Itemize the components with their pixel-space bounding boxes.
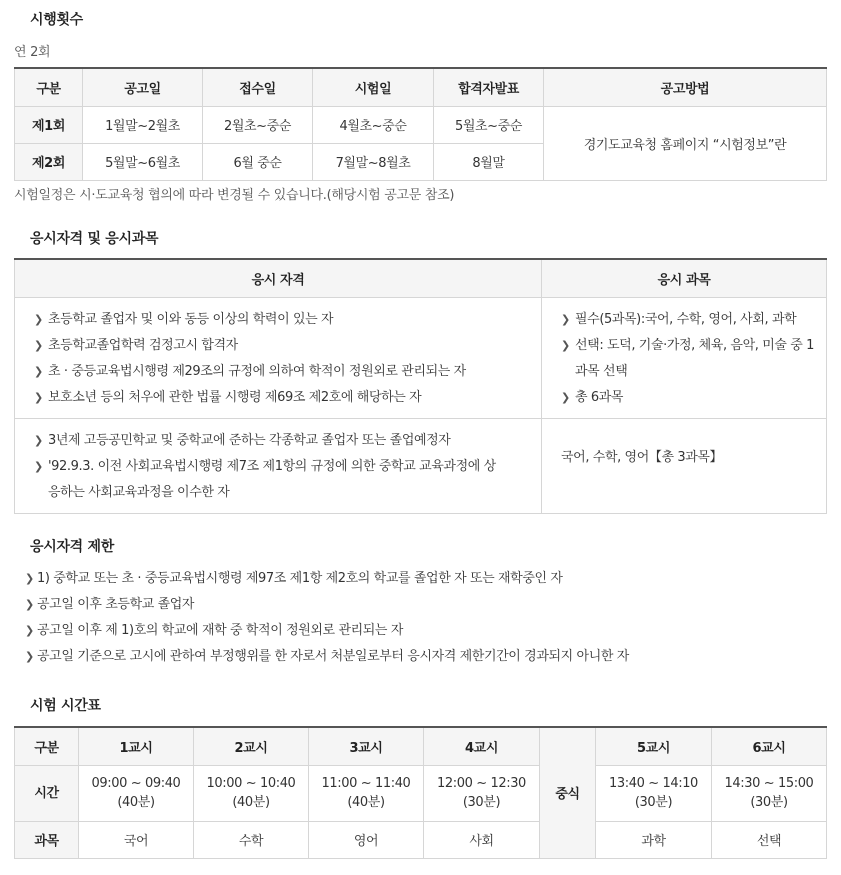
chevron-right-icon: ❯ — [561, 390, 570, 404]
table-row — [15, 297, 827, 418]
chevron-right-icon: ❯ — [25, 650, 34, 663]
result-date: 5월초~중순 — [434, 106, 544, 143]
timetable-header-cell: 3교시 — [309, 727, 424, 765]
time-label: 시간 — [15, 765, 79, 821]
list-item: ❯ 초등학교 졸업자 및 이와 동등 이상의 학력이 있는 자 — [34, 307, 541, 333]
round-label: 제2회 — [15, 143, 83, 180]
schedule-header-cell: 공고방법 — [544, 68, 827, 106]
list-item: ❯ 공고일 기준으로 고시에 관하여 부정행위를 한 자로서 처분일로부터 응시자격 제한기간이 경과되지 아니한 자 — [25, 644, 629, 670]
notice-date: 1월말~2월초 — [83, 106, 203, 143]
lunch-cell: 중식 — [540, 727, 596, 858]
chevron-right-icon: ❯ — [34, 312, 43, 326]
list-item: ❯ 보호소년 등의 처우에 관한 법률 시행령 제69조 제2호에 해당하는 자 — [34, 385, 541, 411]
section-title-timetable: 시험 시간표 — [30, 698, 101, 714]
schedule-note: 시험일정은 시·도교육청 협의에 따라 변경될 수 있습니다.(해당시험 공고문 참조) — [14, 188, 455, 203]
list-item: ❯ 1) 중학교 또는 초 · 중등교육법시행령 제97조 제1항 제2호의 학교를 졸업한 자 또는 재학중인 자 — [25, 566, 629, 592]
chevron-right-icon: ❯ — [34, 390, 43, 404]
timetable-header-cell: 5교시 — [596, 727, 712, 765]
timetable-header-cell: 6교시 — [712, 727, 827, 765]
chevron-right-icon: ❯ — [34, 364, 43, 378]
exam-date: 7월말~8월초 — [313, 143, 434, 180]
restriction-list — [25, 566, 629, 670]
list-item: ❯ 공고일 이후 초등학교 졸업자 — [25, 592, 629, 618]
timetable-header-cell: 구분 — [15, 727, 79, 765]
chevron-right-icon: ❯ — [25, 598, 34, 611]
period-time: 10:00 ~ 10:40 (40분) — [194, 765, 309, 821]
frequency-text: 연 2회 — [14, 45, 51, 60]
chevron-right-icon: ❯ — [25, 572, 34, 585]
period-subject: 영어 — [309, 821, 424, 858]
qualification-cell — [15, 297, 542, 418]
qualification-header-cell: 응시 과목 — [542, 259, 827, 297]
apply-date: 2월초~중순 — [203, 106, 313, 143]
list-item: ❯ 3년제 고등공민학교 및 중학교에 준하는 각종학교 졸업자 또는 졸업예정자 — [34, 428, 504, 454]
qualification-header-cell: 응시 자격 — [15, 259, 542, 297]
timetable-header-cell: 1교시 — [79, 727, 194, 765]
section-title-schedule: 시행횟수 — [30, 12, 83, 28]
schedule-header-cell: 시험일 — [313, 68, 434, 106]
table-row — [15, 765, 827, 821]
period-subject: 국어 — [79, 821, 194, 858]
subject-text: 국어, 수학, 영어【총 3과목】 — [561, 449, 723, 465]
list-item: ❯ 선택: 도덕, 기술·가정, 체육, 음악, 미술 중 1과목 선택 — [561, 333, 815, 385]
period-time: 09:00 ~ 09:40 (40분) — [79, 765, 194, 821]
qualification-header-row — [15, 259, 827, 297]
period-time: 14:30 ~ 15:00 (30분) — [712, 765, 827, 821]
period-time: 13:40 ~ 14:10 (30분) — [596, 765, 712, 821]
period-subject: 사회 — [424, 821, 540, 858]
chevron-right-icon: ❯ — [25, 624, 34, 637]
apply-date: 6월 중순 — [203, 143, 313, 180]
result-date: 8월말 — [434, 143, 544, 180]
list-item: ❯ '92.9.3. 이전 사회교육법시행령 제7조 제1항의 규정에 의한 중학교 교육과정에 상응하는 사회교육과정을 이수한 자 — [34, 454, 504, 506]
notice-method: 경기도교육청 홈페이지 “시험정보”란 — [544, 106, 827, 180]
section-title-qualification: 응시자격 및 응시과목 — [30, 231, 159, 247]
round-label: 제1회 — [15, 106, 83, 143]
chevron-right-icon: ❯ — [561, 338, 570, 352]
list-item: ❯ 초 · 중등교육법시행령 제29조의 규정에 의하여 학적이 정원외로 관리되는 자 — [34, 359, 541, 385]
chevron-right-icon: ❯ — [34, 459, 43, 473]
list-item: ❯ 공고일 이후 제 1)호의 학교에 재학 중 학적이 정원외로 관리되는 자 — [25, 618, 629, 644]
schedule-header-row — [15, 68, 827, 106]
schedule-header-cell: 공고일 — [83, 68, 203, 106]
period-subject: 선택 — [712, 821, 827, 858]
list-item: ❯ 필수(5과목):국어, 수학, 영어, 사회, 과학 — [561, 307, 815, 333]
timetable-header-cell: 4교시 — [424, 727, 540, 765]
chevron-right-icon: ❯ — [34, 433, 43, 447]
schedule-header-cell: 접수일 — [203, 68, 313, 106]
section-title-restriction: 응시자격 제한 — [30, 539, 114, 555]
qualification-table — [14, 258, 827, 514]
schedule-header-cell: 합격자발표 — [434, 68, 544, 106]
table-row — [15, 821, 827, 858]
subject-label: 과목 — [15, 821, 79, 858]
list-item: ❯ 총 6과목 — [561, 385, 815, 411]
table-row — [15, 418, 827, 513]
table-row — [15, 106, 827, 143]
timetable-table — [14, 726, 827, 859]
subject-cell — [542, 418, 827, 513]
qualification-cell — [15, 418, 542, 513]
period-time: 11:00 ~ 11:40 (40분) — [309, 765, 424, 821]
chevron-right-icon: ❯ — [34, 338, 43, 352]
timetable-header-cell: 2교시 — [194, 727, 309, 765]
subject-cell — [542, 297, 827, 418]
schedule-table — [14, 67, 827, 181]
chevron-right-icon: ❯ — [561, 312, 570, 326]
timetable-header-row — [15, 727, 827, 765]
list-item: ❯ 초등학교졸업학력 검정고시 합격자 — [34, 333, 541, 359]
period-time: 12:00 ~ 12:30 (30분) — [424, 765, 540, 821]
schedule-header-cell: 구분 — [15, 68, 83, 106]
period-subject: 과학 — [596, 821, 712, 858]
notice-date: 5월말~6월초 — [83, 143, 203, 180]
exam-date: 4월초~중순 — [313, 106, 434, 143]
period-subject: 수학 — [194, 821, 309, 858]
